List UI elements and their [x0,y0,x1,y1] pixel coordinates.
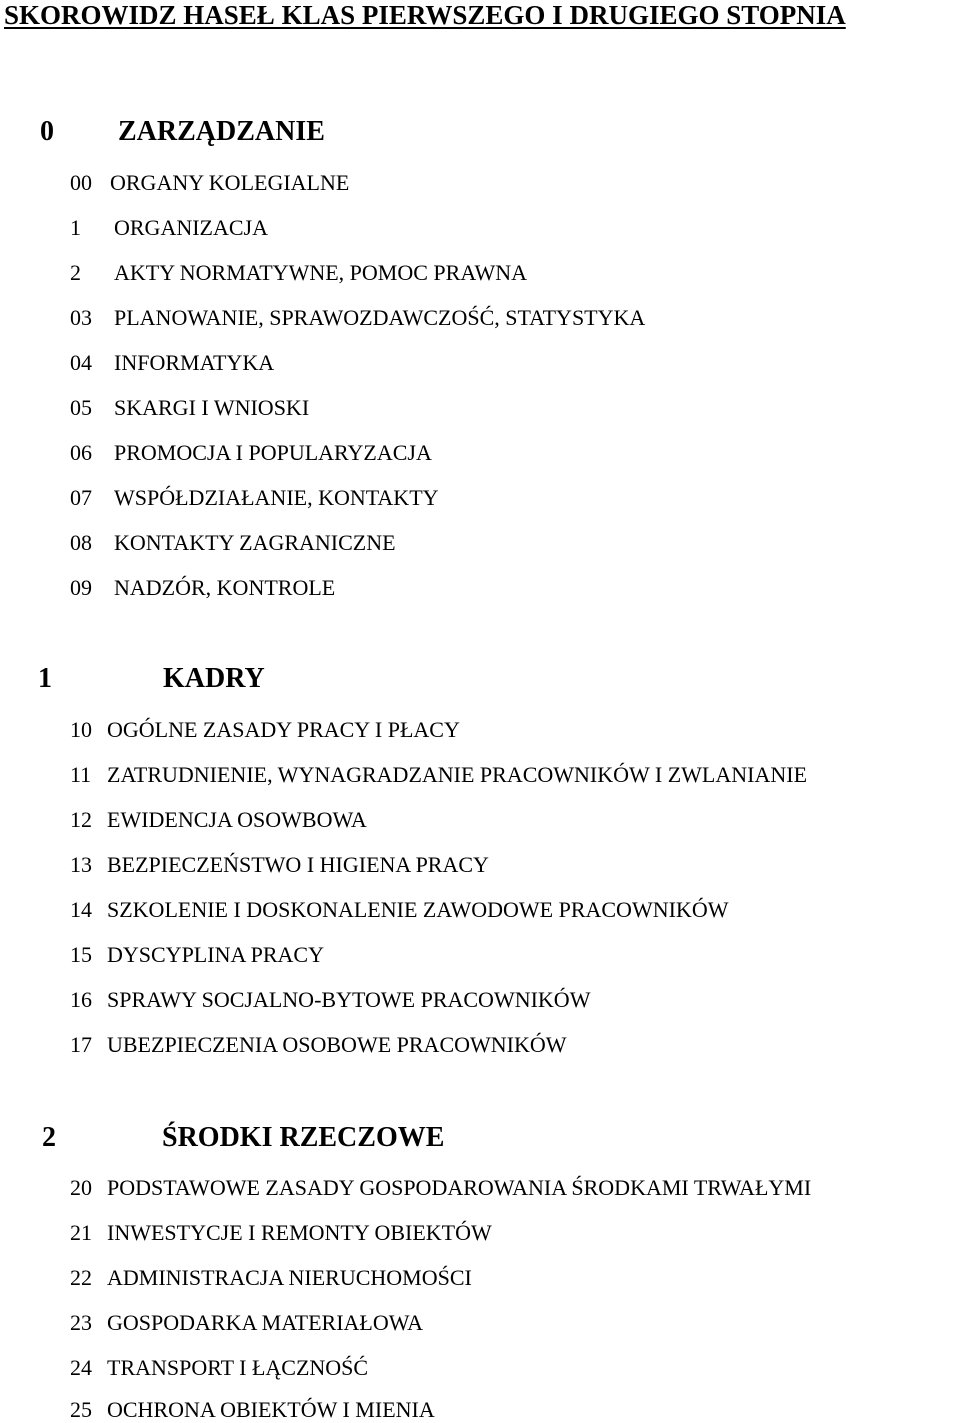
item-label: PLANOWANIE, SPRAWOZDAWCZOŚĆ, STATYSTYKA [114,305,646,330]
item-code: 15 [70,942,92,967]
item-label: INWESTYCJE I REMONTY OBIEKTÓW [107,1220,492,1245]
item-label: TRANSPORT I ŁĄCZNOŚĆ [107,1355,369,1380]
section-number: 0 [40,116,54,147]
item-label: KONTAKTY ZAGRANICZNE [114,530,396,555]
item-code: 11 [70,762,92,787]
item-code: 05 [70,395,92,420]
item-label: OGÓLNE ZASADY PRACY I PŁACY [107,717,460,742]
section-number: 1 [38,663,52,694]
item-label: EWIDENCJA OSOWBOWA [107,807,367,832]
section-heading [40,116,440,148]
item-label: UBEZPIECZENIA OSOBOWE PRACOWNIKÓW [107,1032,567,1057]
item-code: 21 [70,1220,92,1245]
item-code: 09 [70,575,92,600]
item-label: SKARGI I WNIOSKI [114,395,310,420]
item-label: PROMOCJA I POPULARYZACJA [114,440,432,465]
item-code: 20 [70,1175,92,1200]
item-label: ORGANY KOLEGIALNE [110,170,350,195]
item-code: 03 [70,305,92,330]
item-code: 23 [70,1310,92,1335]
item-code: 14 [70,897,92,922]
document-title: SKOROWIDZ HASEŁ KLAS PIERWSZEGO I DRUGIEGO STOPNIA [4,0,846,30]
item-code: 22 [70,1265,92,1290]
item-label: ZATRUDNIENIE, WYNAGRADZANIE PRACOWNIKÓW I ZWLANIANIE [107,762,808,787]
item-code: 06 [70,440,92,465]
item-code: 12 [70,807,92,832]
item-label: OCHRONA OBIEKTÓW I MIENIA [107,1397,435,1422]
item-label: ADMINISTRACJA NIERUCHOMOŚCI [107,1265,472,1290]
item-label: INFORMATYKA [114,350,275,375]
item-code: 24 [70,1355,92,1380]
item-code: 08 [70,530,92,555]
item-label: SPRAWY SOCJALNO-BYTOWE PRACOWNIKÓW [107,987,591,1012]
section-title: KADRY [163,663,265,694]
item-code: 1 [70,215,81,240]
item-label: ORGANIZACJA [114,215,268,240]
item-label: SZKOLENIE I DOSKONALENIE ZAWODOWE PRACOWNIKÓW [107,897,729,922]
section-title: ZARZĄDZANIE [118,116,325,147]
item-code: 13 [70,852,92,877]
item-code: 25 [70,1397,92,1422]
section-number: 2 [42,1122,56,1153]
item-code: 17 [70,1032,92,1057]
item-label: WSPÓŁDZIAŁANIE, KONTAKTY [114,485,439,510]
item-code: 10 [70,717,92,742]
section-heading [42,1122,522,1154]
item-label: NADZÓR, KONTROLE [114,575,336,600]
item-label: GOSPODARKA MATERIAŁOWA [107,1310,423,1335]
section-heading [38,663,438,695]
item-code: 07 [70,485,92,510]
item-label: PODSTAWOWE ZASADY GOSPODAROWANIA ŚRODKAMI TRWAŁYMI [107,1175,812,1200]
item-label: BEZPIECZEŃSTWO I HIGIENA PRACY [107,852,489,877]
item-code: 00 [70,170,92,195]
item-label: DYSCYPLINA PRACY [107,942,324,967]
item-label: AKTY NORMATYWNE, POMOC PRAWNA [114,260,527,285]
section-title: ŚRODKI RZECZOWE [162,1122,445,1153]
item-code: 04 [70,350,92,375]
item-code: 2 [70,260,81,285]
item-code: 16 [70,987,92,1012]
